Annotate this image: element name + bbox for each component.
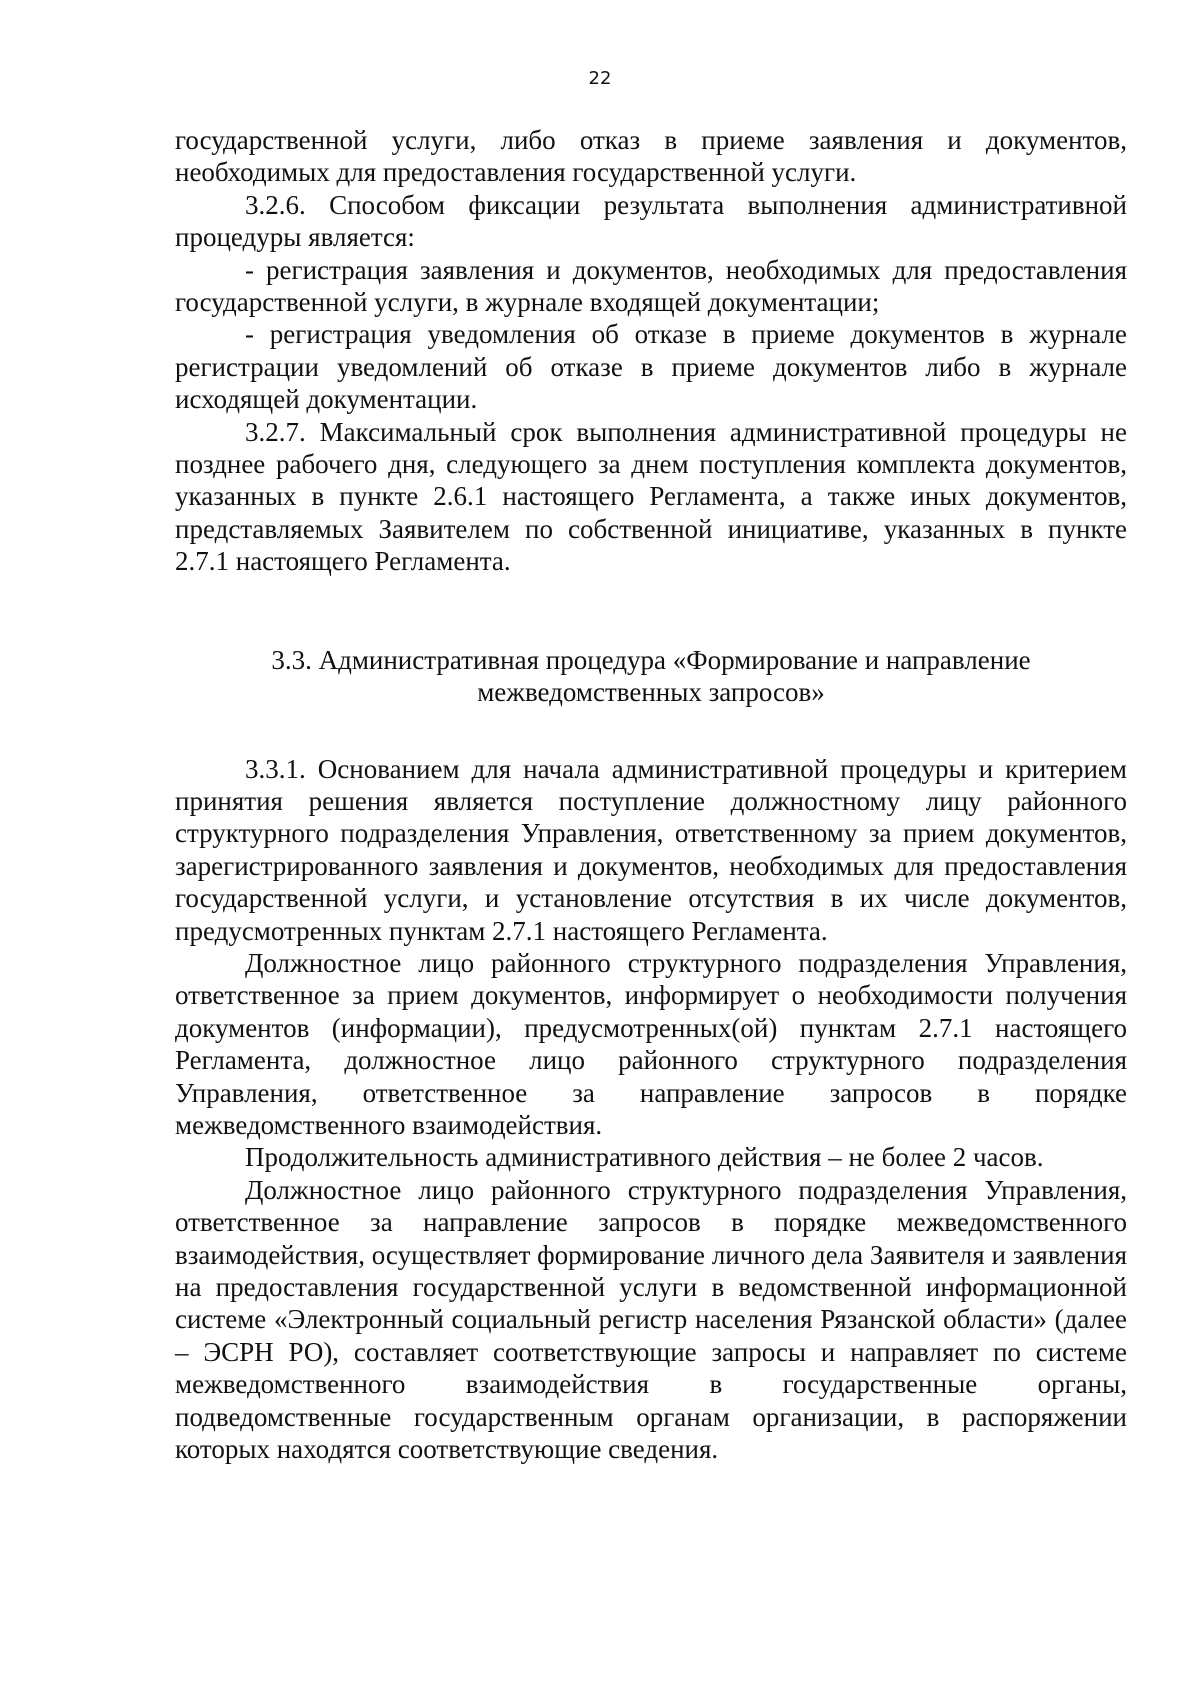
paragraph: Должностное лицо районного структурного подразделения Управления, ответственное за прием документов, информирует о необходимости получения документов (информации), предусмотренных(ой) пунктам 2.7.1 настоящего Регламента, должностное лицо районного структурного подразделения Управления, ответственное за направление запросов в порядке межведомственного взаимодействия. xyxy=(175,947,1127,1140)
paragraph: 3.3.1. Основанием для начала административной процедуры и критерием принятия решения является поступление должностному лицу районного структурного подразделения Управления, ответственному за прием документов, зарегистрированного заявления и документов, необходимых для предоставления государственной услуги, и установление отсутствия в их числе документов, предусмотренных пунктам 2.7.1 настоящего Регламента. xyxy=(175,753,1127,946)
paragraph: государственной услуги, либо отказ в приеме заявления и документов, необходимых для предоставления государственной услуги. xyxy=(175,125,1127,188)
paragraph: 3.2.7. Максимальный срок выполнения административной процедуры не позднее рабочего дня, следующего за днем поступления комплекта документов, указанных в пункте 2.6.1 настоящего Регламента, а также иных документов, представляемых Заявителем по собственной инициативе, указанных в пункте 2.7.1 настоящего Регламента. xyxy=(175,416,1127,577)
section-heading xyxy=(175,644,1127,709)
section-heading-line: 3.3. Административная процедура «Формирование и направление xyxy=(271,644,1031,675)
paragraph: - регистрация заявления и документов, необходимых для предоставления государственной услуги, в журнале входящей документации; xyxy=(175,254,1127,318)
document-body xyxy=(175,124,1127,1465)
page-number: 22 xyxy=(588,68,612,89)
paragraph: - регистрация уведомления об отказе в приеме документов в журнале регистрации уведомлений об отказе в приеме документов либо в журнале исходящей документации. xyxy=(175,319,1127,415)
paragraph: 3.2.6. Способом фиксации результата выполнения административной процедуры является: xyxy=(175,189,1127,253)
paragraph: Продолжительность административного действия – не более 2 часов. xyxy=(245,1142,1044,1173)
paragraph: Должностное лицо районного структурного подразделения Управления, ответственное за направление запросов в порядке межведомственного взаимодействия, осуществляет формирование личного дела Заявителя и заявления на предоставления государственной услуги в ведомственной информационной системе «Электронный социальный регистр населения Рязанской области» (далее – ЭСРН РО), составляет соответствующие запросы и направляет по системе межведомственного взаимодействия в государственные органы, подведомственные государственным органам организации, в распоряжении которых находятся соответствующие сведения. xyxy=(175,1174,1127,1465)
section-heading-line: межведомственных запросов» xyxy=(477,677,825,708)
